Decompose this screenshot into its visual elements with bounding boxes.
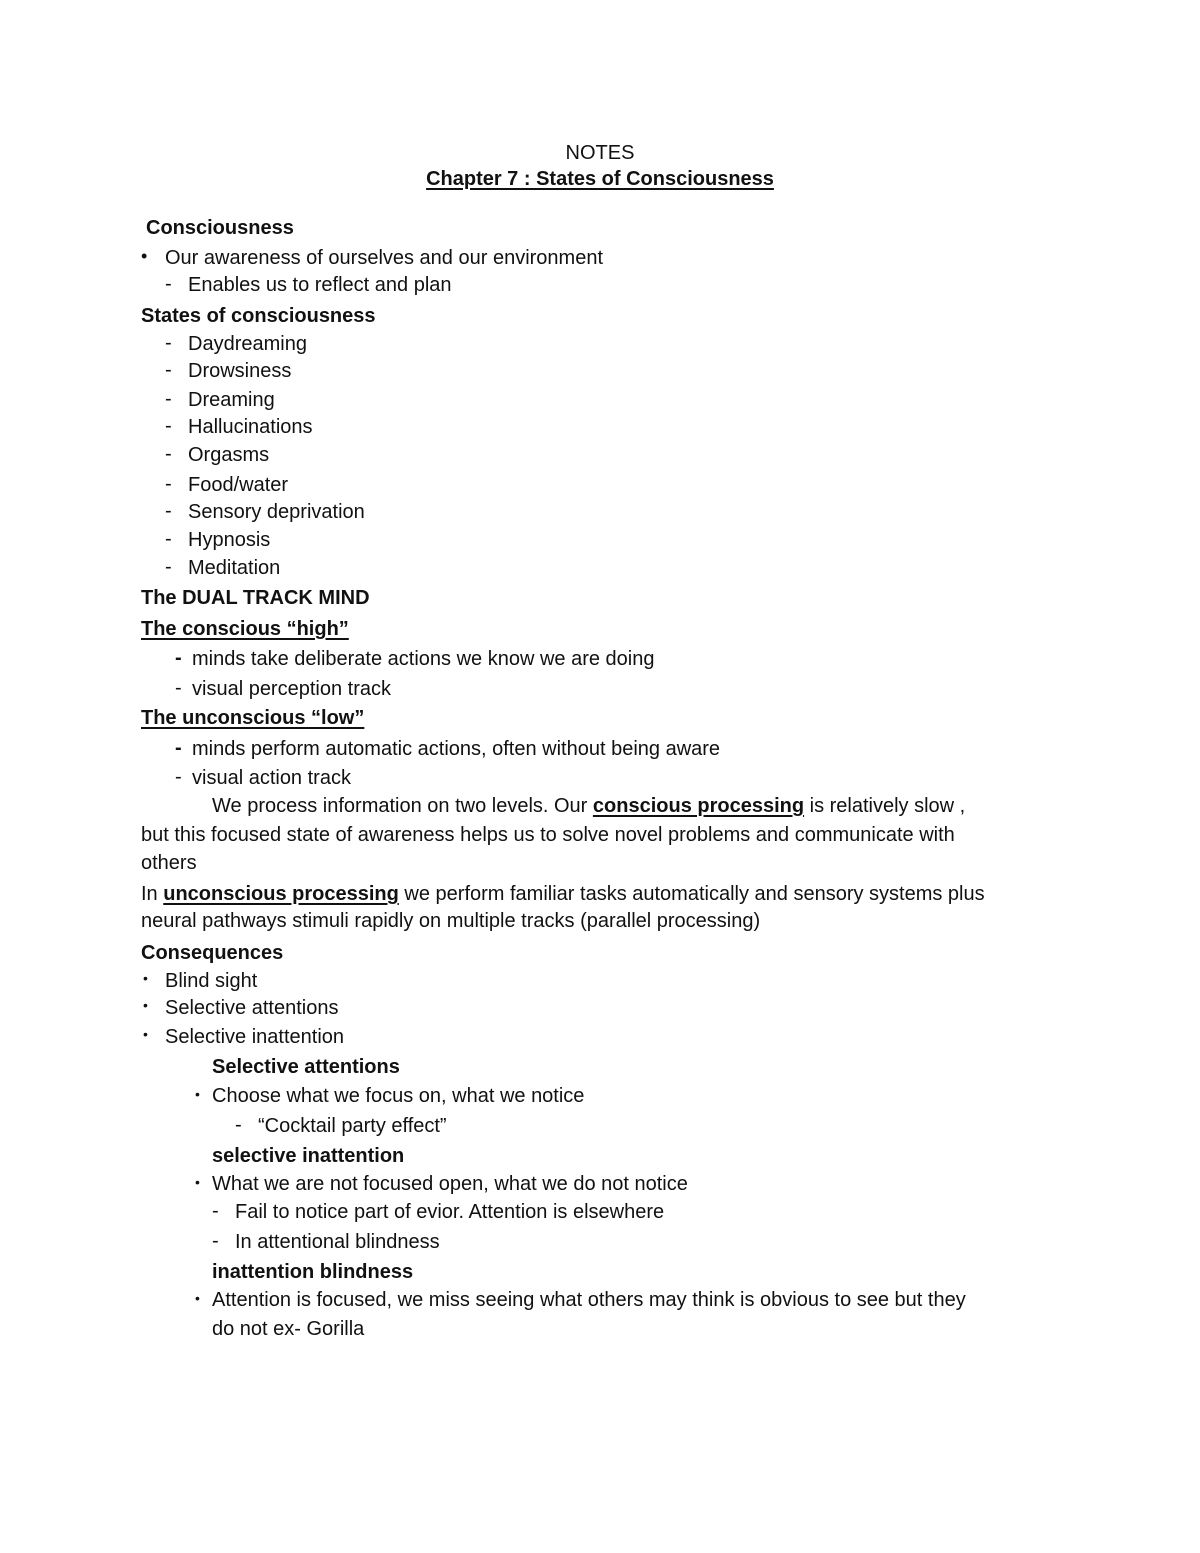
unconscious-low-heading: The unconscious “low” — [141, 707, 365, 729]
list-item: What we are not focused open, what we do not notice — [212, 1173, 688, 1195]
list-item: Food/water — [188, 474, 289, 496]
list-item: Choose what we focus on, what we notice — [212, 1085, 585, 1107]
bullet-marker: • — [195, 1086, 200, 1102]
list-item: Sensory deprivation — [188, 501, 365, 523]
dash-marker: - — [165, 556, 172, 578]
bullet-marker: • — [195, 1290, 200, 1306]
list-item: Selective inattention — [165, 1026, 345, 1048]
dash-marker: - — [175, 737, 182, 759]
list-item: visual action track — [192, 767, 351, 789]
paragraph-line: others — [141, 852, 197, 874]
list-item: Orgasms — [188, 444, 270, 466]
dash-marker: - — [165, 359, 172, 381]
selective-inattention-heading: selective inattention — [212, 1145, 405, 1167]
paragraph-line: neural pathways stimuli rapidly on multiple tracks (parallel processing) — [141, 910, 761, 932]
list-item: Hypnosis — [188, 529, 271, 551]
list-item-continuation: do not ex- Gorilla — [212, 1318, 365, 1340]
bullet-marker: • — [143, 997, 148, 1013]
dash-marker: - — [165, 500, 172, 522]
paragraph-text: is relatively slow , — [804, 795, 966, 817]
consequences-heading: Consequences — [141, 942, 284, 964]
dash-marker: - — [165, 443, 172, 465]
paragraph-line — [141, 882, 985, 906]
bullet-marker: • — [141, 246, 148, 266]
paragraph-line — [212, 794, 965, 818]
consciousness-definition: Our awareness of ourselves and our environment — [165, 247, 604, 269]
inattention-blindness-heading: inattention blindness — [212, 1261, 414, 1283]
dash-marker: - — [175, 647, 182, 669]
list-item: Daydreaming — [188, 333, 307, 355]
paragraph-line: but this focused state of awareness helps us to solve novel problems and communicate with — [141, 824, 955, 846]
chapter-title: Chapter 7 : States of Consciousness — [426, 168, 774, 190]
dual-track-heading: The DUAL TRACK MIND — [141, 587, 370, 609]
list-item: minds take deliberate actions we know we are doing — [192, 648, 655, 670]
dash-marker: - — [165, 528, 172, 550]
dash-marker: - — [175, 677, 182, 699]
term-unconscious-processing: unconscious processing — [163, 883, 399, 905]
states-heading: States of consciousness — [141, 305, 376, 327]
dash-marker: - — [165, 273, 172, 295]
consciousness-sub: Enables us to reflect and plan — [188, 274, 452, 296]
list-item: Blind sight — [165, 970, 258, 992]
dash-marker: - — [165, 388, 172, 410]
selective-attentions-heading: Selective attentions — [212, 1056, 400, 1078]
list-item: Attention is focused, we miss seeing what others may think is obvious to see but they — [212, 1289, 966, 1311]
list-item: Selective attentions — [165, 997, 339, 1019]
notes-title: NOTES — [565, 142, 635, 164]
dash-marker: - — [212, 1200, 219, 1222]
dash-marker: - — [175, 766, 182, 788]
bullet-marker: • — [143, 970, 148, 986]
list-item: “Cocktail party effect” — [258, 1115, 447, 1137]
dash-marker: - — [212, 1230, 219, 1252]
list-item: Dreaming — [188, 389, 275, 411]
list-item: Meditation — [188, 557, 281, 579]
term-conscious-processing: conscious processing — [592, 795, 805, 817]
list-item: minds perform automatic actions, often without being aware — [192, 738, 721, 760]
dash-marker: - — [235, 1114, 242, 1136]
bullet-marker: • — [143, 1026, 148, 1042]
list-item: Drowsiness — [188, 360, 292, 382]
dash-marker: - — [165, 473, 172, 495]
conscious-high-heading: The conscious “high” — [141, 618, 349, 640]
list-item: In attentional blindness — [235, 1231, 440, 1253]
bullet-marker: • — [195, 1174, 200, 1190]
paragraph-text: we perform familiar tasks automatically and sensory systems plus — [398, 883, 985, 905]
paragraph-text: In — [141, 883, 164, 905]
list-item: Fail to notice part of evior. Attention is elsewhere — [235, 1201, 665, 1223]
dash-marker: - — [165, 415, 172, 437]
list-item: visual perception track — [192, 678, 391, 700]
consciousness-heading: Consciousness — [146, 217, 294, 239]
paragraph-text: We process information on two levels. Our — [212, 795, 593, 817]
list-item: Hallucinations — [188, 416, 313, 438]
dash-marker: - — [165, 332, 172, 354]
